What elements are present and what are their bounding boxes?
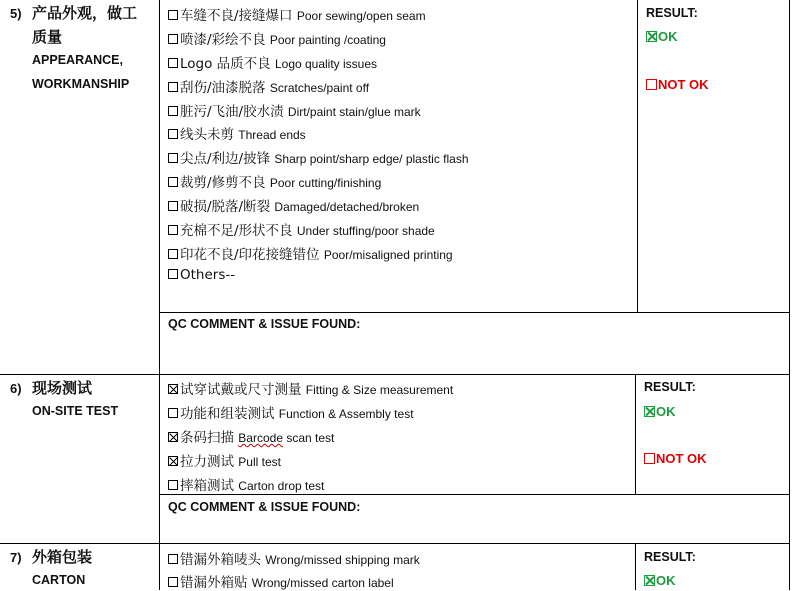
qc-comment-label: QC COMMENT & ISSUE FOUND: [168,317,361,331]
checkbox-icon[interactable] [168,177,178,187]
checklist-item[interactable]: Logo 品质不良 Logo quality issues [168,52,377,72]
section-title-cn: 质量 [32,28,63,46]
checklist-item[interactable]: 喷漆/彩绘不良 Poor painting /coating [168,28,386,48]
checkbox-icon[interactable] [168,10,178,20]
checkbox-icon[interactable] [168,269,178,279]
checklist-item[interactable]: 裁剪/修剪不良 Poor cutting/finishing [168,171,381,191]
checklist-item-others[interactable]: Others-- [168,267,235,283]
checkbox-icon[interactable] [168,201,178,211]
checkbox-icon[interactable] [644,453,655,464]
checklist-item[interactable]: 错漏外箱贴 Wrong/missed carton label [168,571,394,591]
section-title-cn: 现场测试 [32,379,93,397]
qc-comment-label: QC COMMENT & ISSUE FOUND: [168,500,361,514]
checklist-item[interactable]: 尖点/利边/披锋 Sharp point/sharp edge/ plastic flash [168,147,469,167]
checked-box-icon[interactable] [168,432,178,442]
result-ok-option[interactable]: OK [644,404,676,419]
row-divider-6-7 [0,543,790,544]
checked-box-icon[interactable] [644,406,655,417]
section-number: 6) [10,381,22,396]
section-title-en: WORKMANSHIP [32,77,130,91]
result-notok-option[interactable]: NOT OK [646,77,709,92]
checkbox-icon[interactable] [168,554,178,564]
checkbox-icon[interactable] [168,480,178,490]
checklist-item[interactable]: 摔箱测试 Carton drop test [168,474,324,494]
checked-box-icon[interactable] [644,575,655,586]
checkbox-icon[interactable] [168,153,178,163]
section-title-en: CARTON [32,573,86,587]
checkbox-icon[interactable] [168,225,178,235]
checkbox-icon[interactable] [168,577,178,587]
row-divider-5-6 [0,374,790,375]
checklist-item[interactable]: 刮伤/油漆脱落 Scratches/paint off [168,76,369,96]
section-number: 7) [10,550,22,565]
result-label: RESULT: [646,6,698,20]
checkbox-icon[interactable] [168,82,178,92]
checkbox-icon[interactable] [168,58,178,68]
checklist-item[interactable]: 车缝不良/接缝爆口 Poor sewing/open seam [168,4,426,24]
checked-box-icon[interactable] [168,456,178,466]
checkbox-icon[interactable] [168,129,178,139]
checkbox-icon[interactable] [646,79,657,90]
col-divider-left [159,0,160,590]
col-divider-result-7 [635,543,636,590]
result-notok-option[interactable]: NOT OK [644,451,707,466]
checklist-item[interactable]: 条码扫描 Barcode scan test [168,426,334,446]
result-ok-option[interactable]: OK [646,29,678,44]
checkbox-icon[interactable] [168,106,178,116]
col-divider-right [789,0,790,590]
checkbox-icon[interactable] [168,408,178,418]
checklist-item[interactable]: 充棉不足/形状不良 Under stuffing/poor shade [168,219,435,239]
checklist-item[interactable]: 线头未剪 Thread ends [168,123,306,143]
checklist-item[interactable]: 功能和组装测试 Function & Assembly test [168,402,414,422]
checklist-item[interactable]: 脏污/飞油/胶水渍 Dirt/paint stain/glue mark [168,100,421,120]
checkbox-icon[interactable] [168,34,178,44]
checked-box-icon[interactable] [646,31,657,42]
section-title-en: APPEARANCE, [32,53,123,67]
section-number: 5) [10,6,22,21]
section-title-cn: 外箱包装 [32,548,93,566]
section-title-en: ON-SITE TEST [32,404,119,418]
result-label: RESULT: [644,550,696,564]
result-label: RESULT: [644,380,696,394]
col-divider-result-5 [637,0,638,312]
checklist-item[interactable]: 错漏外箱唛头 Wrong/missed shipping mark [168,548,420,568]
checklist-item[interactable]: 试穿试戴或尺寸测量 Fitting & Size measurement [168,378,453,398]
checklist-item[interactable]: 印花不良/印花接缝错位 Poor/misaligned printing [168,243,453,263]
checklist-item[interactable]: 破损/脱落/断裂 Damaged/detached/broken [168,195,419,215]
row-divider-6-qc [159,494,790,495]
checklist-item[interactable]: 拉力测试 Pull test [168,450,281,470]
checkbox-icon[interactable] [168,249,178,259]
section-title-cn: 产品外观，做工 [32,4,138,22]
result-ok-option[interactable]: OK [644,573,676,588]
checked-box-icon[interactable] [168,384,178,394]
row-divider-5-qc [159,312,790,313]
col-divider-result-6 [635,374,636,495]
